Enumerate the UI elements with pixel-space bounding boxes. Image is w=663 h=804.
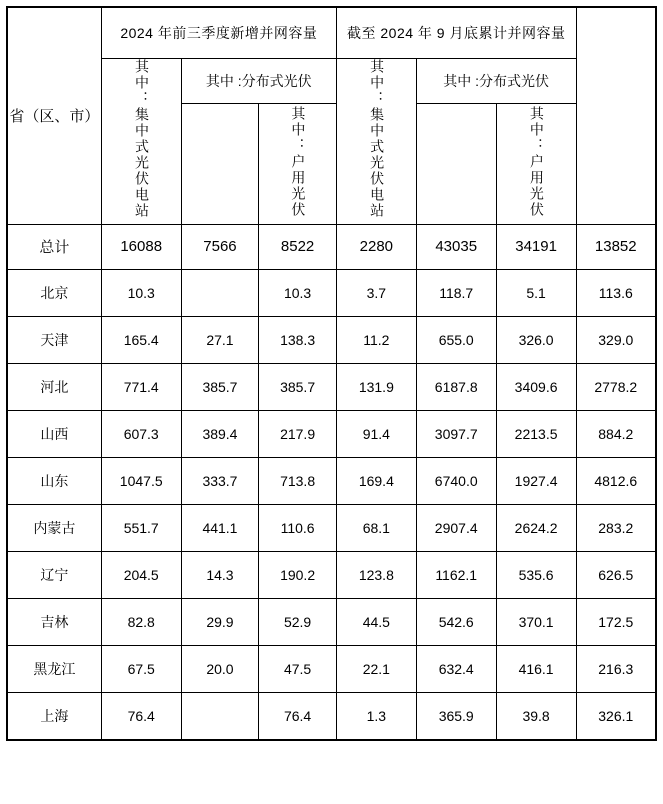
table-row (7, 551, 656, 598)
cell-new-centralized: 385.7 (181, 363, 259, 410)
cell-cum-centralized: 2624.2 (496, 504, 576, 551)
cell-cum-total: 542.6 (416, 598, 496, 645)
cell-cum-distributed: 113.6 (576, 269, 656, 316)
cell-new-centralized: 29.9 (181, 598, 259, 645)
cell-cum-total: 1162.1 (416, 551, 496, 598)
subheader-cum-centralized: 其中：集中式光伏电站 (336, 59, 416, 225)
cell-cum-distributed: 283.2 (576, 504, 656, 551)
cell-cum-total: 118.7 (416, 269, 496, 316)
cell-new-centralized (181, 692, 259, 740)
cell-new-total: 1047.5 (101, 457, 181, 504)
cell-new-household: 44.5 (336, 598, 416, 645)
cell-cum-total: 632.4 (416, 645, 496, 692)
subheader-new-household: 其中：户用光伏 (259, 104, 337, 225)
cell-new-distributed: 47.5 (259, 645, 337, 692)
cell-new-total: 204.5 (101, 551, 181, 598)
cell-cum-centralized: 535.6 (496, 551, 576, 598)
row-label: 吉林 (7, 598, 101, 645)
cell-new-total: 165.4 (101, 316, 181, 363)
cell-new-centralized: 14.3 (181, 551, 259, 598)
cell-new-total: 551.7 (101, 504, 181, 551)
cell-cum-distributed: 626.5 (576, 551, 656, 598)
cell-cum-centralized: 43035 (416, 224, 496, 269)
row-header-label: 省（区、市） (7, 7, 101, 224)
cell-cum-centralized: 2213.5 (496, 410, 576, 457)
cell-cum-centralized: 326.0 (496, 316, 576, 363)
cell-new-distributed: 8522 (259, 224, 337, 269)
cell-new-distributed: 110.6 (259, 504, 337, 551)
cell-cum-distributed: 34191 (496, 224, 576, 269)
pv-capacity-table (6, 6, 657, 741)
cell-cum-total: 3097.7 (416, 410, 496, 457)
row-label: 山东 (7, 457, 101, 504)
cell-cum-distributed: 329.0 (576, 316, 656, 363)
cell-new-distributed: 76.4 (259, 692, 337, 740)
cell-new-total: 76.4 (101, 692, 181, 740)
cell-new-household: 1.3 (336, 692, 416, 740)
cell-new-household: 68.1 (336, 504, 416, 551)
row-label: 黑龙江 (7, 645, 101, 692)
cell-new-distributed: 190.2 (259, 551, 337, 598)
cell-cum-distributed: 4812.6 (576, 457, 656, 504)
cell-cum-distributed: 884.2 (576, 410, 656, 457)
row-label: 山西 (7, 410, 101, 457)
subheader-new-distributed: 其中 :分布式光伏 (181, 59, 336, 104)
cell-new-distributed: 138.3 (259, 316, 337, 363)
cell-new-centralized: 7566 (181, 224, 259, 269)
table-row (7, 269, 656, 316)
cell-new-total: 16088 (101, 224, 181, 269)
cell-cum-distributed: 326.1 (576, 692, 656, 740)
subheader-cum-distributed: 其中 :分布式光伏 (416, 59, 576, 104)
cell-cum-total: 6187.8 (416, 363, 496, 410)
cell-new-distributed: 713.8 (259, 457, 337, 504)
cell-new-total: 67.5 (101, 645, 181, 692)
cell-new-household: 22.1 (336, 645, 416, 692)
table-row (7, 224, 656, 269)
cell-cum-centralized: 416.1 (496, 645, 576, 692)
cell-cum-distributed: 172.5 (576, 598, 656, 645)
cell-new-household: 131.9 (336, 363, 416, 410)
table-body (7, 224, 656, 740)
table-row (7, 316, 656, 363)
cell-new-distributed: 10.3 (259, 269, 337, 316)
cell-new-household: 123.8 (336, 551, 416, 598)
row-label: 北京 (7, 269, 101, 316)
cell-new-centralized: 20.0 (181, 645, 259, 692)
row-label: 辽宁 (7, 551, 101, 598)
cell-cum-total: 2907.4 (416, 504, 496, 551)
cell-cum-total: 365.9 (416, 692, 496, 740)
table-row (7, 645, 656, 692)
cell-new-centralized: 333.7 (181, 457, 259, 504)
cell-new-total: 771.4 (101, 363, 181, 410)
cell-new-centralized: 389.4 (181, 410, 259, 457)
row-label: 上海 (7, 692, 101, 740)
group-header-cumulative: 截至 2024 年 9 月底累计并网容量 (336, 7, 576, 59)
cell-new-household: 91.4 (336, 410, 416, 457)
cell-cum-distributed: 216.3 (576, 645, 656, 692)
cell-new-household: 169.4 (336, 457, 416, 504)
row-label: 河北 (7, 363, 101, 410)
cell-new-centralized (181, 269, 259, 316)
cell-cum-total: 6740.0 (416, 457, 496, 504)
cell-cum-centralized: 39.8 (496, 692, 576, 740)
cell-new-centralized: 441.1 (181, 504, 259, 551)
subheader-new-centralized: 其中：集中式光伏电站 (101, 59, 181, 225)
cell-new-household: 11.2 (336, 316, 416, 363)
row-label: 总计 (7, 224, 101, 269)
table-row (7, 363, 656, 410)
cell-new-total: 82.8 (101, 598, 181, 645)
cell-new-household: 3.7 (336, 269, 416, 316)
header-row-groups (7, 7, 656, 59)
header-row-sub1 (7, 59, 656, 104)
subheader-cum-distributed-total (416, 104, 496, 225)
cell-new-distributed: 385.7 (259, 363, 337, 410)
cell-new-distributed: 52.9 (259, 598, 337, 645)
table-row (7, 598, 656, 645)
cell-cum-centralized: 5.1 (496, 269, 576, 316)
cell-cum-household: 13852 (576, 224, 656, 269)
table-row (7, 410, 656, 457)
subheader-cum-household: 其中：户用光伏 (496, 104, 576, 225)
cell-cum-centralized: 370.1 (496, 598, 576, 645)
cell-new-household: 2280 (336, 224, 416, 269)
cell-new-total: 607.3 (101, 410, 181, 457)
cell-new-centralized: 27.1 (181, 316, 259, 363)
group-header-new: 2024 年前三季度新增并网容量 (101, 7, 336, 59)
cell-cum-centralized: 1927.4 (496, 457, 576, 504)
row-label: 内蒙古 (7, 504, 101, 551)
table-row (7, 457, 656, 504)
table-row (7, 504, 656, 551)
cell-new-distributed: 217.9 (259, 410, 337, 457)
subheader-new-distributed-total (181, 104, 259, 225)
cell-cum-distributed: 2778.2 (576, 363, 656, 410)
cell-cum-total: 655.0 (416, 316, 496, 363)
row-label: 天津 (7, 316, 101, 363)
table-row (7, 692, 656, 740)
table-header (7, 7, 656, 224)
cell-new-total: 10.3 (101, 269, 181, 316)
cell-cum-centralized: 3409.6 (496, 363, 576, 410)
